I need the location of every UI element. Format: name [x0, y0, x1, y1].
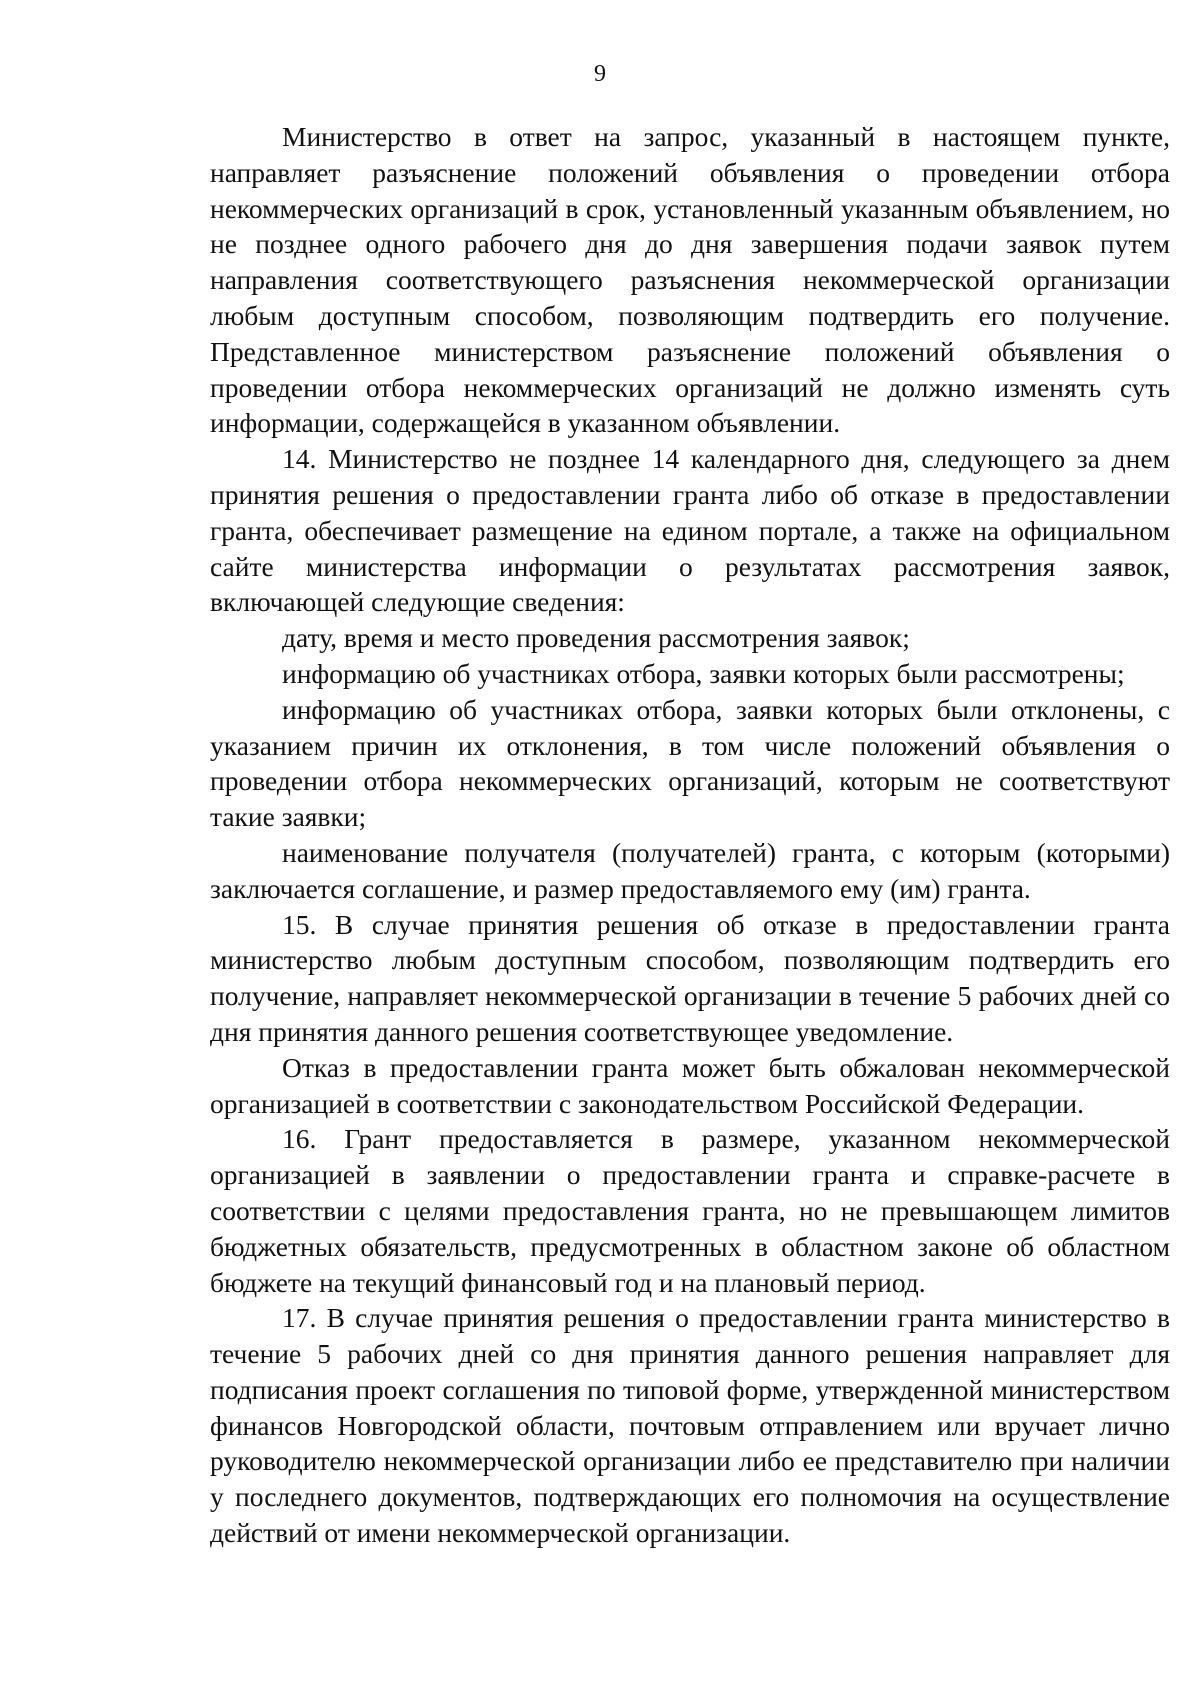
paragraph-refusal-appeal: Отказ в предоставлении гранта может быть обжалован некоммерческой организацией в соответствии с законодательством Российской Федерации.: [210, 1051, 1170, 1119]
page-number: 9: [594, 61, 606, 87]
paragraph-16: 16. Грант предоставляется в размере, указанном некоммерческой организацией в заявлении о предоставлении гранта и справке-расчете в соответствии с целями предоставления гранта, но не превышающем лимитов бюджетных обязательств, предусмотренных в областном законе об областном бюджете на текущий финансовый год и на плановый период.: [210, 1123, 1170, 1298]
paragraph-14: 14. Министерство не позднее 14 календарного дня, следующего за днем принятия решения о предоставлении гранта либо об отказе в предоставлении гранта, обеспечивает размещение на едином портале, а также на официальном сайте министерства информации о результатах рассмотрения заявок, включающей следующие сведения:: [210, 443, 1170, 618]
paragraph-15: 15. В случае принятия решения об отказе в предоставлении гранта министерство любым доступным способом, позволяющим подтвердить его получение, направляет некоммерческой организации в течение 5 рабочих дней со дня принятия данного решения соответствующее уведомление.: [210, 908, 1170, 1047]
paragraph-clarification: Министерство в ответ на запрос, указанный в настоящем пункте, направляет разъяснение положений объявления о проведении отбора некоммерческих организаций в срок, установленный указанным объявлением, но не позднее одного рабочего дня до дня завершения подачи заявок путем направления соответствующего разъяснения некоммерческой организации любым доступным способом, позволяющим подтвердить его получение. Представленное министерством разъяснение положений объявления о проведении отбора некоммерческих организаций не должно изменять суть информации, содержащейся в указанном объявлении.: [210, 121, 1170, 439]
list-item-rejected-participants: информацию об участниках отбора, заявки которых были отклонены, с указанием причин их отклонения, в том числе положений объявления о проведении отбора некоммерческих организаций, которым не соответствуют такие заявки;: [210, 693, 1170, 833]
document-body: [210, 119, 1170, 1551]
paragraph-17: 17. В случае принятия решения о предоставлении гранта министерство в течение 5 рабочих дней со дня принятия данного решения направляет для подписания проект соглашения по типовой форме, утвержденной министерством финансов Новгородской области, почтовым отправлением или вручает лично руководителю некоммерческой организации либо ее представителю при наличии у последнего документов, подтверждающих его полномочия на осуществление действий от имени некоммерческой организации.: [210, 1302, 1170, 1549]
list-item-date-time-place: дату, время и место проведения рассмотрения заявок;: [282, 622, 910, 654]
list-item-grant-recipient: наименование получателя (получателей) гранта, с которым (которыми) заключается соглашение, и размер предоставляемого ему (им) гранта.: [210, 836, 1170, 904]
list-item-reviewed-participants: информацию об участниках отбора, заявки которых были рассмотрены;: [282, 657, 1125, 689]
